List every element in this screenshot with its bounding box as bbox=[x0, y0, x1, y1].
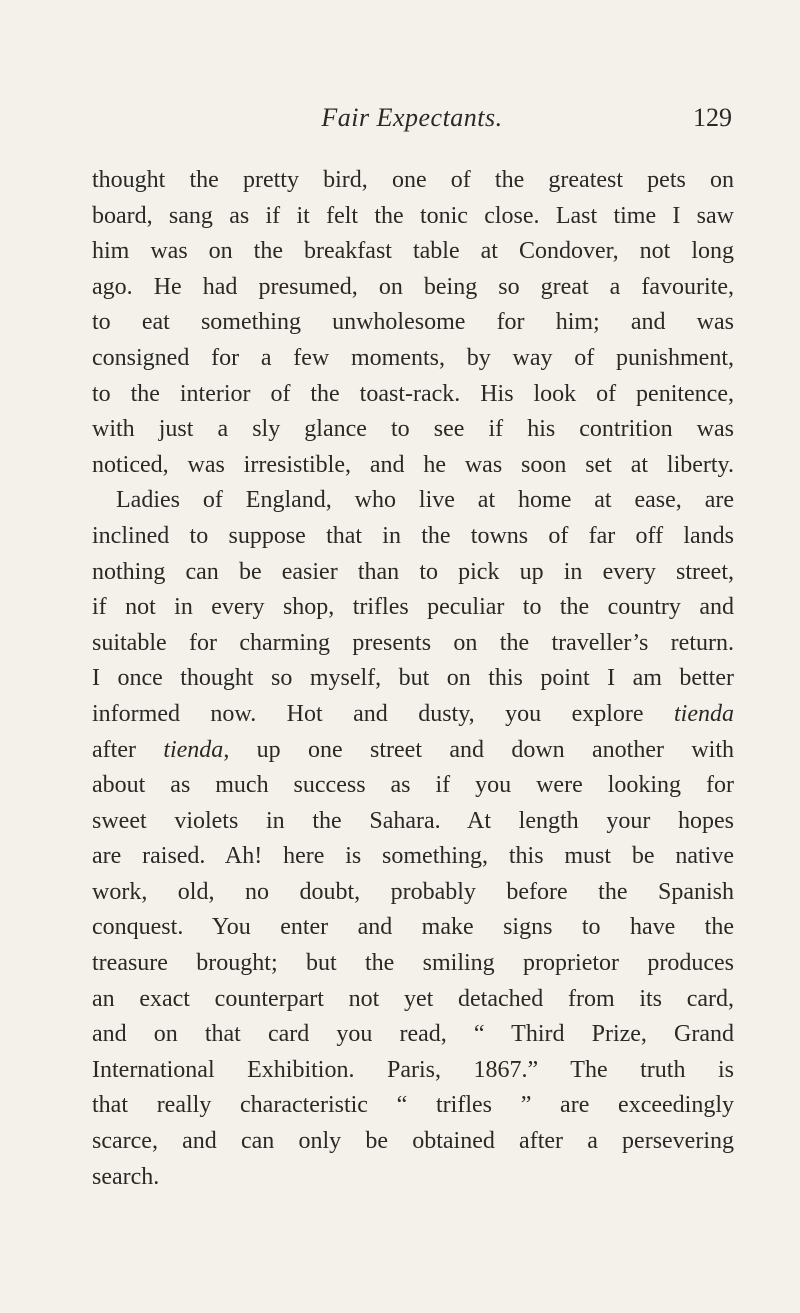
text-segment: search. bbox=[92, 1163, 160, 1190]
text-segment: to eat something unwholesome for him; and was bbox=[92, 309, 734, 336]
text-segment: nothing can be easier than to pick up in every street, bbox=[92, 558, 734, 585]
text-line bbox=[92, 626, 734, 662]
text-segment: scarce, and can only be obtained after a persevering bbox=[92, 1128, 734, 1155]
text-segment: and on that card you read, “ Third Prize, Grand bbox=[92, 1021, 734, 1048]
text-segment: him was on the breakfast table at Condover, not long bbox=[92, 238, 734, 265]
text-line bbox=[92, 412, 734, 448]
text-line bbox=[92, 1017, 734, 1053]
italic-word: tienda bbox=[163, 736, 224, 763]
page-number: 129 bbox=[693, 103, 732, 132]
text-segment: , up one street and down another with bbox=[223, 736, 734, 763]
text-segment: board, sang as if it felt the tonic close. Last time I saw bbox=[92, 202, 734, 229]
text-line bbox=[92, 910, 734, 946]
text-line bbox=[92, 1053, 734, 1089]
text-line bbox=[92, 875, 734, 911]
italic-word: tienda bbox=[674, 700, 734, 727]
text-segment: Ladies of England, who live at home at ease, are bbox=[116, 487, 734, 514]
text-line bbox=[92, 697, 734, 733]
text-segment: noticed, was irresistible, and he was soon set at liberty. bbox=[92, 451, 734, 478]
body-text bbox=[92, 163, 734, 1195]
text-line bbox=[92, 341, 734, 377]
text-segment: are raised. Ah! here is something, this must be native bbox=[92, 843, 734, 870]
text-line bbox=[92, 270, 734, 306]
text-line bbox=[92, 377, 734, 413]
text-line bbox=[92, 163, 734, 199]
text-segment: an exact counterpart not yet detached from its card, bbox=[92, 985, 734, 1012]
text-line bbox=[92, 305, 734, 341]
text-line bbox=[92, 1124, 734, 1160]
running-head bbox=[92, 96, 732, 140]
text-segment: I once thought so myself, but on this point I am better bbox=[92, 665, 734, 692]
text-line bbox=[92, 519, 734, 555]
text-line bbox=[92, 839, 734, 875]
text-segment: thought the pretty bird, one of the greatest pets on bbox=[92, 167, 734, 193]
text-line bbox=[92, 448, 734, 484]
text-segment: to the interior of the toast-rack. His look of penitence, bbox=[92, 380, 734, 407]
text-segment: conquest. You enter and make signs to have the bbox=[92, 914, 734, 941]
text-segment: suitable for charming presents on the traveller’s return. bbox=[92, 629, 734, 656]
text-segment: inclined to suppose that in the towns of far off lands bbox=[92, 522, 734, 549]
text-segment: consigned for a few moments, by way of punishment, bbox=[92, 344, 734, 371]
text-segment: that really characteristic “ trifles ” are exceedingly bbox=[92, 1092, 734, 1119]
text-line bbox=[92, 1160, 734, 1196]
text-line bbox=[92, 804, 734, 840]
text-segment: if not in every shop, trifles peculiar to the country and bbox=[92, 594, 734, 621]
running-title: Fair Expectants. bbox=[321, 103, 503, 132]
text-segment: sweet violets in the Sahara. At length your hopes bbox=[92, 807, 734, 834]
text-segment: International Exhibition. Paris, 1867.” The truth is bbox=[92, 1056, 734, 1083]
text-line bbox=[92, 982, 734, 1018]
text-line bbox=[92, 1088, 734, 1124]
text-line bbox=[92, 483, 734, 519]
text-segment: after bbox=[92, 736, 164, 763]
text-segment: about as much success as if you were looking for bbox=[92, 772, 734, 799]
text-segment: work, old, no doubt, probably before the Spanish bbox=[92, 878, 734, 905]
text-line bbox=[92, 768, 734, 804]
text-line bbox=[92, 199, 734, 235]
text-segment: ago. He had presumed, on being so great a favourite, bbox=[92, 273, 734, 300]
text-line bbox=[92, 661, 734, 697]
text-segment: informed now. Hot and dusty, you explore bbox=[92, 700, 674, 727]
text-line bbox=[92, 946, 734, 982]
text-segment: with just a sly glance to see if his contrition was bbox=[92, 416, 734, 443]
text-line bbox=[92, 234, 734, 270]
text-segment: treasure brought; but the smiling proprietor produces bbox=[92, 950, 734, 977]
text-line bbox=[92, 555, 734, 591]
text-line bbox=[92, 733, 734, 769]
text-line bbox=[92, 590, 734, 626]
